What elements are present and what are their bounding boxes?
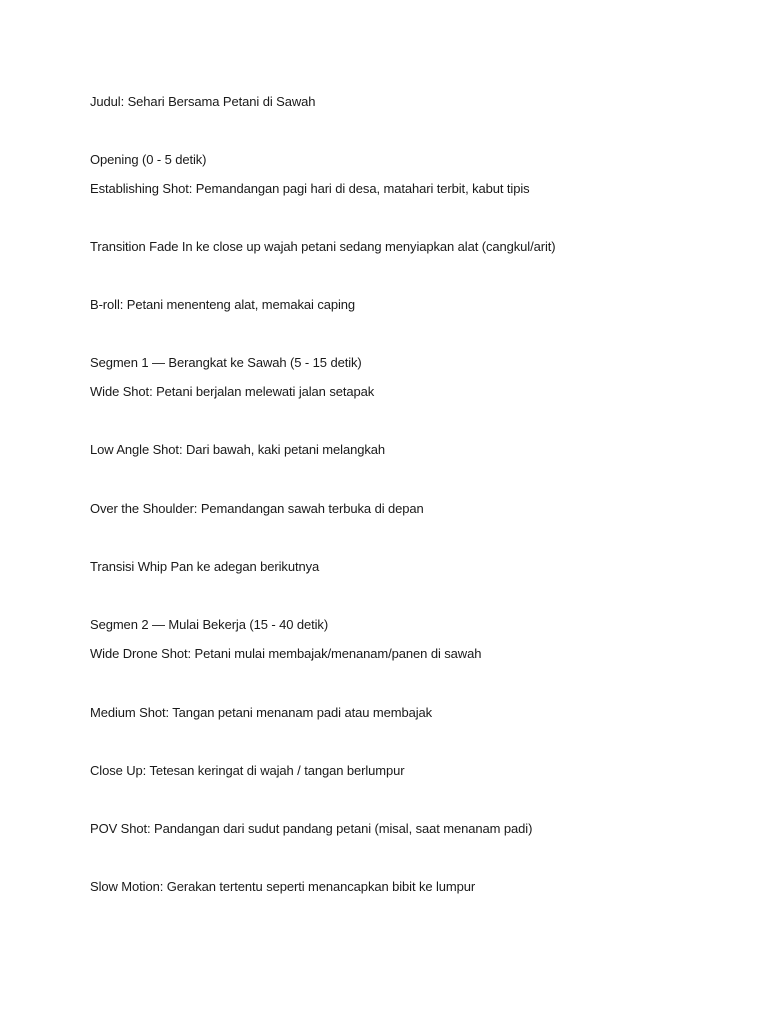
shot-line: Wide Drone Shot: Petani mulai membajak/menanam/panen di sawah [90,646,482,661]
shot-line: Transition Fade In ke close up wajah petani sedang menyiapkan alat (cangkul/arit) [90,239,556,254]
document-title: Judul: Sehari Bersama Petani di Sawah [90,94,316,109]
shot-line: Transisi Whip Pan ke adegan berikutnya [90,559,320,574]
shot-line: Over the Shoulder: Pemandangan sawah terbuka di depan [90,501,424,516]
shot-line: POV Shot: Pandangan dari sudut pandang petani (misal, saat menanam padi) [90,821,533,836]
shot-line: Slow Motion: Gerakan tertentu seperti menancapkan bibit ke lumpur [90,879,476,894]
shot-line: Close Up: Tetesan keringat di wajah / tangan berlumpur [90,763,405,778]
section-heading-opening: Opening (0 - 5 detik) [90,152,207,167]
section-heading-segment-1: Segmen 1 — Berangkat ke Sawah (5 - 15 detik) [90,355,362,370]
section-heading-segment-2: Segmen 2 — Mulai Bekerja (15 - 40 detik) [90,617,329,632]
shot-line: B-roll: Petani menenteng alat, memakai caping [90,297,356,312]
shot-line: Wide Shot: Petani berjalan melewati jalan setapak [90,384,375,399]
shot-line: Low Angle Shot: Dari bawah, kaki petani melangkah [90,442,386,457]
shot-line: Establishing Shot: Pemandangan pagi hari di desa, matahari terbit, kabut tipis [90,181,530,196]
shot-line: Medium Shot: Tangan petani menanam padi atau membajak [90,705,433,720]
